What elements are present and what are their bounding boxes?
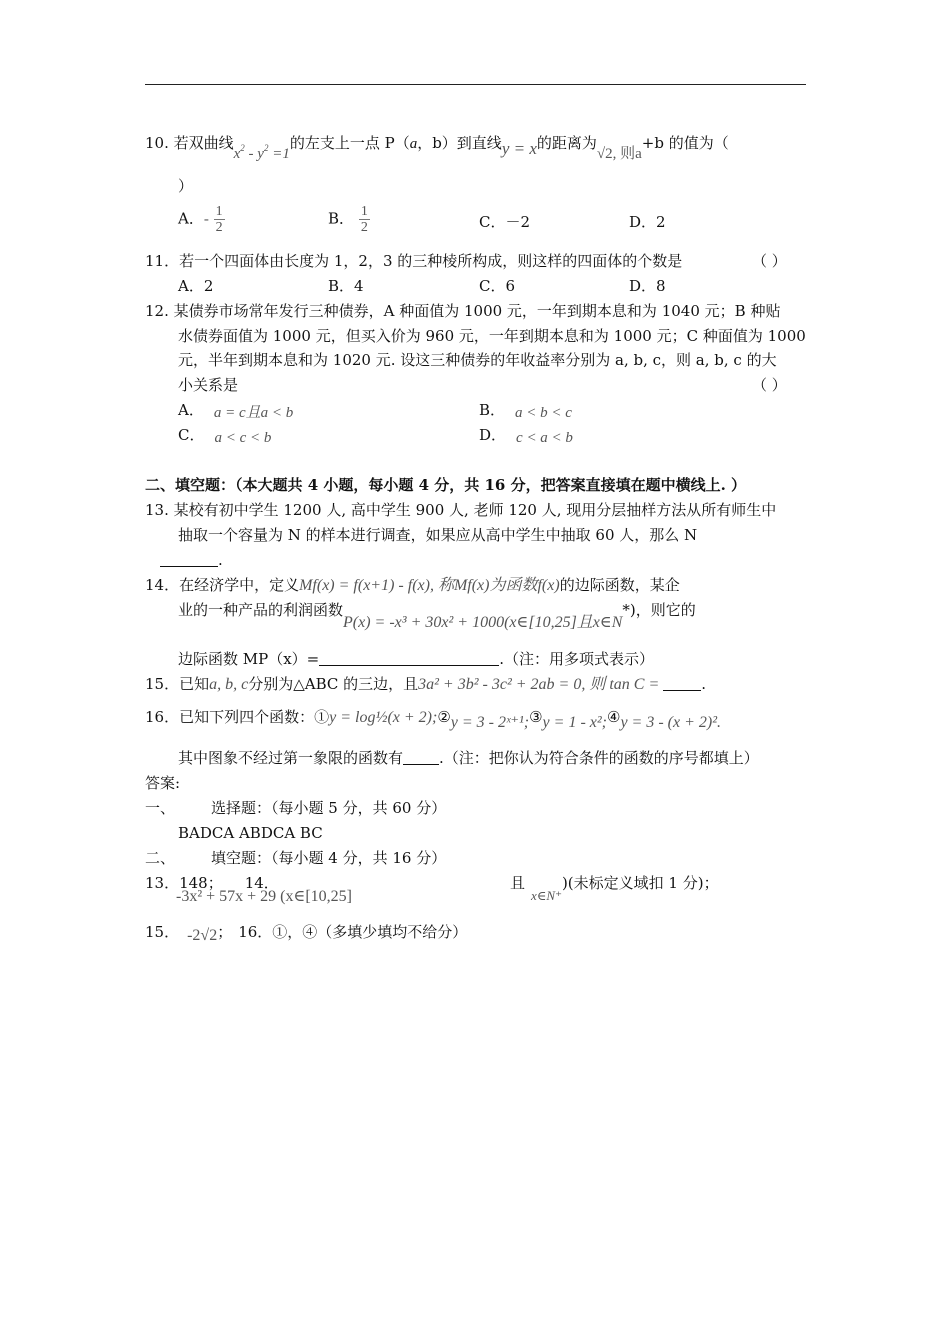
q12-option-d-label: D．: [479, 426, 507, 444]
q10-var-a: a: [409, 136, 418, 152]
header-rule: [145, 84, 806, 85]
q11-stem: 11．若一个四面体由长度为 1，2，3 的三种棱所构成，则这样的四面体的个数是: [145, 252, 683, 270]
q10-option-b: [328, 204, 370, 235]
q16-function-4: y = 3 - (x + 2)².: [620, 714, 722, 731]
q16-circle-3: ③: [529, 708, 543, 726]
q12-option-d-math: c < a < b: [516, 430, 573, 446]
fraction-denominator: 2: [215, 220, 223, 235]
q12-option-a: [178, 400, 293, 421]
answer-14-domain: [510, 873, 719, 903]
q10-option-d: D．2: [629, 213, 666, 231]
q10-line-eq: y = x: [501, 139, 537, 158]
answer-14-note: )(未标定义域扣 1 分)；: [561, 874, 719, 892]
q16-circle-4: ④: [607, 708, 621, 726]
q10-hyperbola: $x^2 - y^2 =1$: [233, 143, 290, 162]
q12-option-b-label: B．: [479, 401, 506, 419]
answers-section-2-text: 填空题：（每小题 4 分，共 16 分）: [211, 849, 447, 867]
answer-13: 13．148；: [145, 874, 223, 892]
q14-text-b: 的边际函数，某企: [559, 576, 680, 594]
section-2-heading: 二、填空题：（本大题共 4 小题，每小题 4 分，共 16 分，把答案直接填在题中横线上. ）: [145, 476, 747, 494]
q12-option-b-math: a < b < c: [515, 405, 572, 421]
q10-option-b-label: B．: [328, 209, 355, 228]
answer-15-label: 15．: [145, 923, 180, 941]
q16-function-1: y = log½(x + 2);: [329, 709, 438, 726]
answer-14-label: 14．: [244, 874, 279, 892]
q14-line-2: [178, 600, 696, 631]
fraction-numerator: 1: [215, 204, 223, 219]
q10-option-a-sign: -: [203, 211, 209, 228]
answer-14-and: 且: [510, 874, 526, 892]
answers-choice-key: BADCA ABDCA BC: [178, 824, 323, 842]
q10-option-a-fraction: [214, 204, 225, 235]
q12-option-a-label: A．: [178, 401, 204, 419]
answers-section-2: [145, 848, 446, 868]
q16-line-1: [145, 707, 722, 731]
q12-line-3: 元，半年到期本息和为 1020 元. 设这三种债券的年收益率分别为 a, b, c，则 a, b, c 的大: [178, 351, 777, 369]
answer-15-math: -2√2: [187, 927, 218, 944]
q10-option-a-label: A．: [178, 209, 204, 228]
q12-line-4: 小关系是: [178, 376, 239, 394]
q11-option-d: D．8: [629, 277, 666, 295]
answer-16: 16．①，④（多填少填均不给分）: [238, 923, 468, 941]
q16-function-3: y = 1 - x²;: [542, 714, 607, 731]
q11-option-b: B．4: [328, 277, 364, 295]
q16-line-2: [178, 748, 759, 768]
q10-option-c: C．－2: [479, 213, 531, 231]
q16-text-c: .（注：把你认为符合条件的函数的序号都填上）: [439, 749, 759, 767]
q13-line-2: 抽取一个容量为 N 的样本进行调查，如果应从高中学生中抽取 60 人，那么 N: [178, 526, 698, 544]
answers-heading: 答案:: [145, 774, 181, 792]
q16-function-2: y = 3 - 2ˣ⁺¹;: [450, 714, 530, 731]
q12-option-c-label: C．: [178, 426, 205, 444]
q14-text-f: .（注：用多项式表示）: [499, 650, 655, 668]
fraction-denominator: 2: [360, 220, 368, 235]
q13-line-1: 13. 某校有初中学生 1200 人, 高中学生 900 人, 老师 120 人, 现用分层抽样方法从所有师生中: [145, 501, 777, 519]
q15-end: .: [701, 675, 707, 693]
q15-text-a: 15．已知: [145, 675, 210, 693]
fraction-numerator: 1: [360, 204, 368, 219]
q14-text-d: *)，则它的: [622, 601, 696, 619]
q11-option-c: C．6: [479, 277, 516, 295]
q12-paren: （ ）: [752, 376, 787, 394]
q11-option-a: A．2: [178, 277, 214, 295]
q14-text-c: 业的一种产品的利润函数: [178, 601, 344, 619]
q13-answer-line: [160, 550, 223, 570]
answers-section-2-num: 二、: [145, 849, 176, 867]
q10-option-b-fraction: [359, 204, 370, 235]
q14-text-e: 边际函数 MP（x）=: [178, 650, 320, 668]
q16-blank: [403, 750, 439, 765]
q10-text-e: +b 的值为（: [641, 134, 729, 152]
answer-14-expression: [176, 886, 352, 907]
q10-distance: √2, 则a: [596, 146, 642, 162]
q16-circle-2: ②: [437, 708, 451, 726]
answers-q15-q16: [145, 922, 467, 943]
q12-line-2: 水债券面值为 1000 元，但买入价为 960 元，一年到期本息和为 1000 元；C 种面值为 1000: [178, 327, 806, 345]
answers-section-1: [145, 798, 446, 818]
q11-paren: （ ）: [752, 252, 787, 270]
q15-stem: [145, 674, 706, 695]
q13-blank: [160, 552, 218, 567]
q12-option-c: [178, 425, 271, 446]
q15-vars: a, b, c: [209, 676, 249, 693]
q10-stem: [145, 128, 729, 162]
q14-definition-math: Mf(x) = f(x+1) - f(x), 称Mf(x)为函数f(x): [299, 577, 560, 594]
answer-14-domain-math: x∈N⁺: [531, 888, 562, 903]
answer-14-math: -3x² + 57x + 29 (x∈[10,25]: [176, 888, 352, 905]
q13-end: .: [218, 551, 223, 569]
q12-option-c-math: a < c < b: [214, 430, 272, 446]
q14-profit-function: P(x) = -x³ + 30x² + 1000(x∈[10,25]且x∈N: [343, 614, 623, 631]
q15-equation: 3a² + 3b² - 3c² + 2ab = 0, 则 tan C =: [418, 676, 660, 693]
answer-15-sep: ；: [217, 923, 233, 941]
q10-text-c: ，b）到直线: [417, 134, 502, 152]
q16-text-a: 16．已知下列四个函数：①: [145, 708, 330, 726]
q10-text-a: 10. 若双曲线: [145, 134, 234, 152]
q16-text-b: 其中图象不经过第一象限的函数有: [178, 749, 404, 767]
q10-option-a: [178, 204, 225, 235]
q15-blank: [663, 676, 701, 691]
q10-text-d: 的距离为: [536, 134, 597, 152]
answers-section-1-text: 选择题：（每小题 5 分，共 60 分）: [211, 799, 447, 817]
q14-line-1: [145, 575, 680, 596]
answers-section-1-num: 一、: [145, 799, 176, 817]
q10-text-b: 的左支上一点 P（: [289, 134, 410, 152]
q12-option-a-math: a = c且a < b: [213, 405, 294, 421]
q14-line-3: [178, 649, 654, 669]
q12-line-1: 12. 某债券市场常年发行三种债券，A 种面值为 1000 元，一年到期本息和为 1040 元；B 种贴: [145, 302, 781, 320]
q12-option-b: [479, 400, 572, 421]
q12-option-d: [479, 425, 573, 446]
q15-text-b: 分别为△ABC 的三边，且: [248, 675, 419, 693]
q14-blank: [319, 651, 499, 666]
q10-paren-close: ）: [178, 177, 194, 195]
q14-text-a: 14．在经济学中，定义: [145, 576, 300, 594]
